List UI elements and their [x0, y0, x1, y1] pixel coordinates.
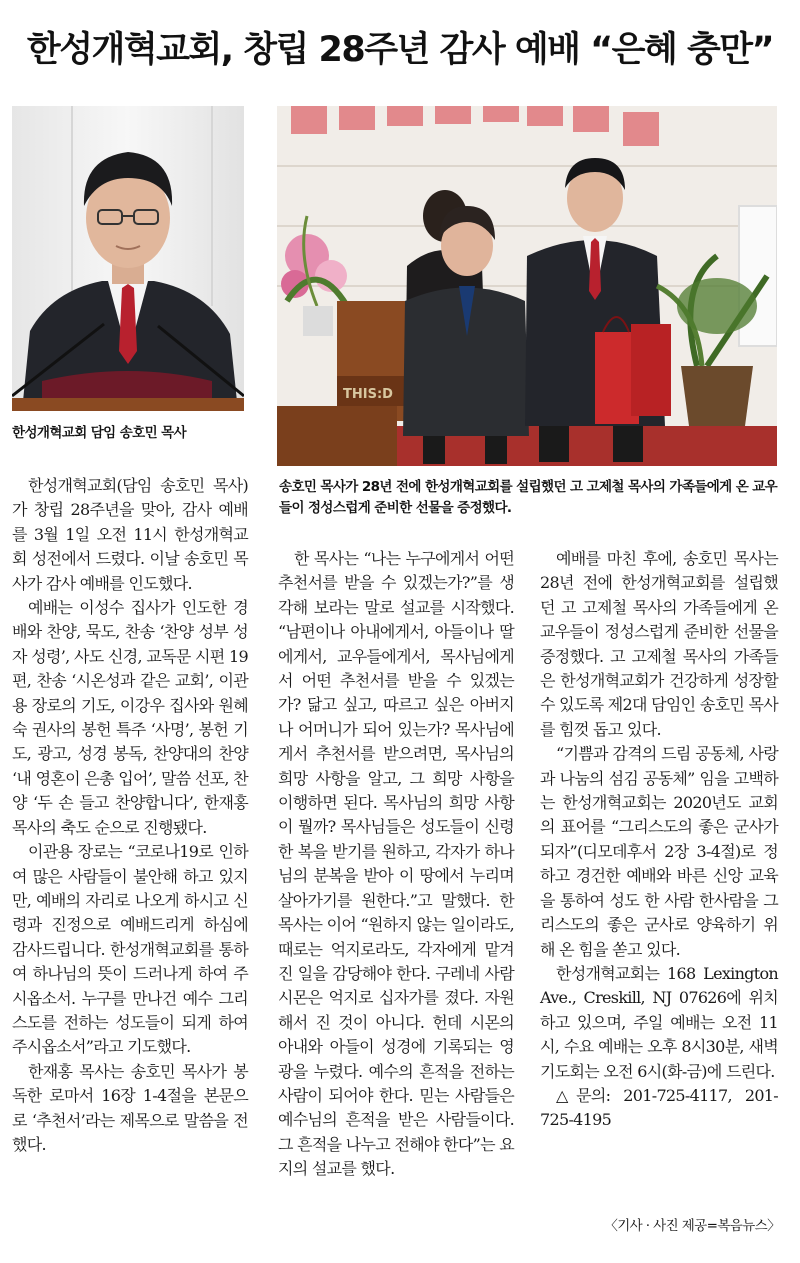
headline: 한성개혁교회, 창립 28주년 감사 예배 “은혜 충만”	[26, 30, 774, 70]
photo-pastor	[12, 106, 244, 411]
paragraph: 예배는 이성수 집사가 인도한 경배와 찬양, 묵도, 찬송 ‘찬양 성부 성자 성령’, 사도 신경, 교독문 시편 19편, 찬송 ‘시온성과 같은 교회’, 이관용 장로의 기도, 이강우 집사와 원혜숙 권사의 봉헌 특주 ‘사명’, 봉헌 기도, 광고, 성경 봉독, 찬양대의 찬양 ‘내 영혼이 은총 입어’, 말씀 선포, 찬양 ‘두 손 들고 찬양합니다’, 한재홍 목사의 축도 순으로 진행됐다.	[12, 598, 248, 837]
photo-gift-presentation	[277, 106, 777, 466]
paragraph: 한 목사는 “나는 누구에게서 어떤 추천서를 받을 수 있겠는가?”를 생각해 보라는 말로 설교를 시작했다. “남편이나 아내에게서, 아들이나 딸에게서, 교우들에게서, 목사님에게서 어떤 추천서를 받을 수 있겠는가? 닮고 싶고, 따르고 싶은 아버지나 어머니가 되어 있는가? 목사님에게서 추천서를 받으려면, 목사님의 희망 사항을 알고, 그 희망 사항을 이행하면 된다. 목사님의 희망 사항이 뭘까? 목사님들은 성도들이 신령한 복을 받기를 원하고, 각자가 하나님의 분복을 받아 이 땅에서 누리며 살아가기를 원한다.”고 말했다. 한 목사는 이어 “원하지 않는 일이라도, 때로는 억지로라도, 각자에게 맡겨진 일을 감당해야 한다. 구레네 사람 시몬은 억지로 십자가를 졌다. 자원해서 진 것이 아니다. 헌데 시몬의 아내와 아들이 성경에 기록되는 영광을 누렸다. 예수의 흔적을 전하는 사람이 되어야 한다. 믿는 사람들은 예수님의 흔적을 받은 사람들이다. 그 흔적을 나누고 전해야 한다”는 요지의 설교를 했다.	[278, 549, 514, 1179]
article-column-2	[278, 547, 514, 1182]
article-column-3	[540, 547, 778, 1133]
paragraph: 한재홍 목사는 송호민 목사가 봉독한 로마서 16장 1-4절을 본문으로 ‘추천서’라는 제목으로 말씀을 전했다.	[12, 1061, 248, 1154]
paragraph: 이관용 장로는 “코로나19로 인하여 많은 사람들이 불안해 하고 있지만, 예배의 자리로 나오게 하시고 신령과 진정으로 예배드리게 하심에 감사드립니다. 한성개혁교회를 통하여 하나님의 뜻이 드러나게 하여 주시옵소서. 누구를 만나건 예수 그리스도를 전하는 성도들이 되게 하여 주시옵소서”라고 기도했다.	[12, 842, 248, 1057]
photo-credit: 〈기사 · 사진 제공=복음뉴스〉	[604, 1218, 780, 1234]
paragraph: 한성개혁교회(담임 송호민 목사)가 창립 28주년을 맞아, 감사 예배를 3월 1일 오전 11시 한성개혁교회 성전에서 드렸다. 이날 송호민 목사가 감사 예배를 인도했다.	[12, 476, 248, 593]
contact-info: △문의: 201-725-4117, 201-725-4195	[540, 1085, 778, 1130]
photo-pastor-caption: 한성개혁교회 담임 송호민 목사	[12, 425, 187, 441]
paragraph: “기쁨과 감격의 드림 공동체, 사랑과 나눔의 섬김 공동체” 임을 고백하는 한성개혁교회는 2020년도 교회의 표어를 “그리스도의 좋은 군사가 되자”(디모데후서 2장 3-4절)로 정하고 경건한 예배와 바른 신앙 교육을 통하여 성도 한 사람 한사람을 그리스도의 좋은 군사로 양육하기 위해 온 힘을 쏟고 있다.	[540, 744, 778, 959]
article-column-1	[12, 474, 248, 1157]
paragraph: 예배를 마친 후에, 송호민 목사는 28년 전에 한성개혁교회를 설립했던 고 고제철 목사의 가족들에게 온 교우들이 정성스럽게 준비한 선물을 증정했다. 고 고제철 목사의 가족들은 한성개혁교회가 건강하게 성장할 수 있도록 제2대 담임인 송호민 목사를 힘껏 돕고 있다.	[540, 549, 778, 739]
pulpit-sign: THIS:D	[343, 387, 393, 402]
paragraph: 한성개혁교회는 168 Lexington Ave., Creskill, NJ 07626에 위치하고 있으며, 주일 예배는 오전 11시, 수요 예배는 오후 8시30분, 새벽 기도회는 오전 6시(화-금)에 드린다.	[540, 963, 778, 1081]
photo-gift-caption: 송호민 목사가 28년 전에 한성개혁교회를 설립했던 고 고제철 목사의 가족들에게 온 교우들이 정성스럽게 준비한 선물을 증정했다.	[279, 479, 778, 516]
